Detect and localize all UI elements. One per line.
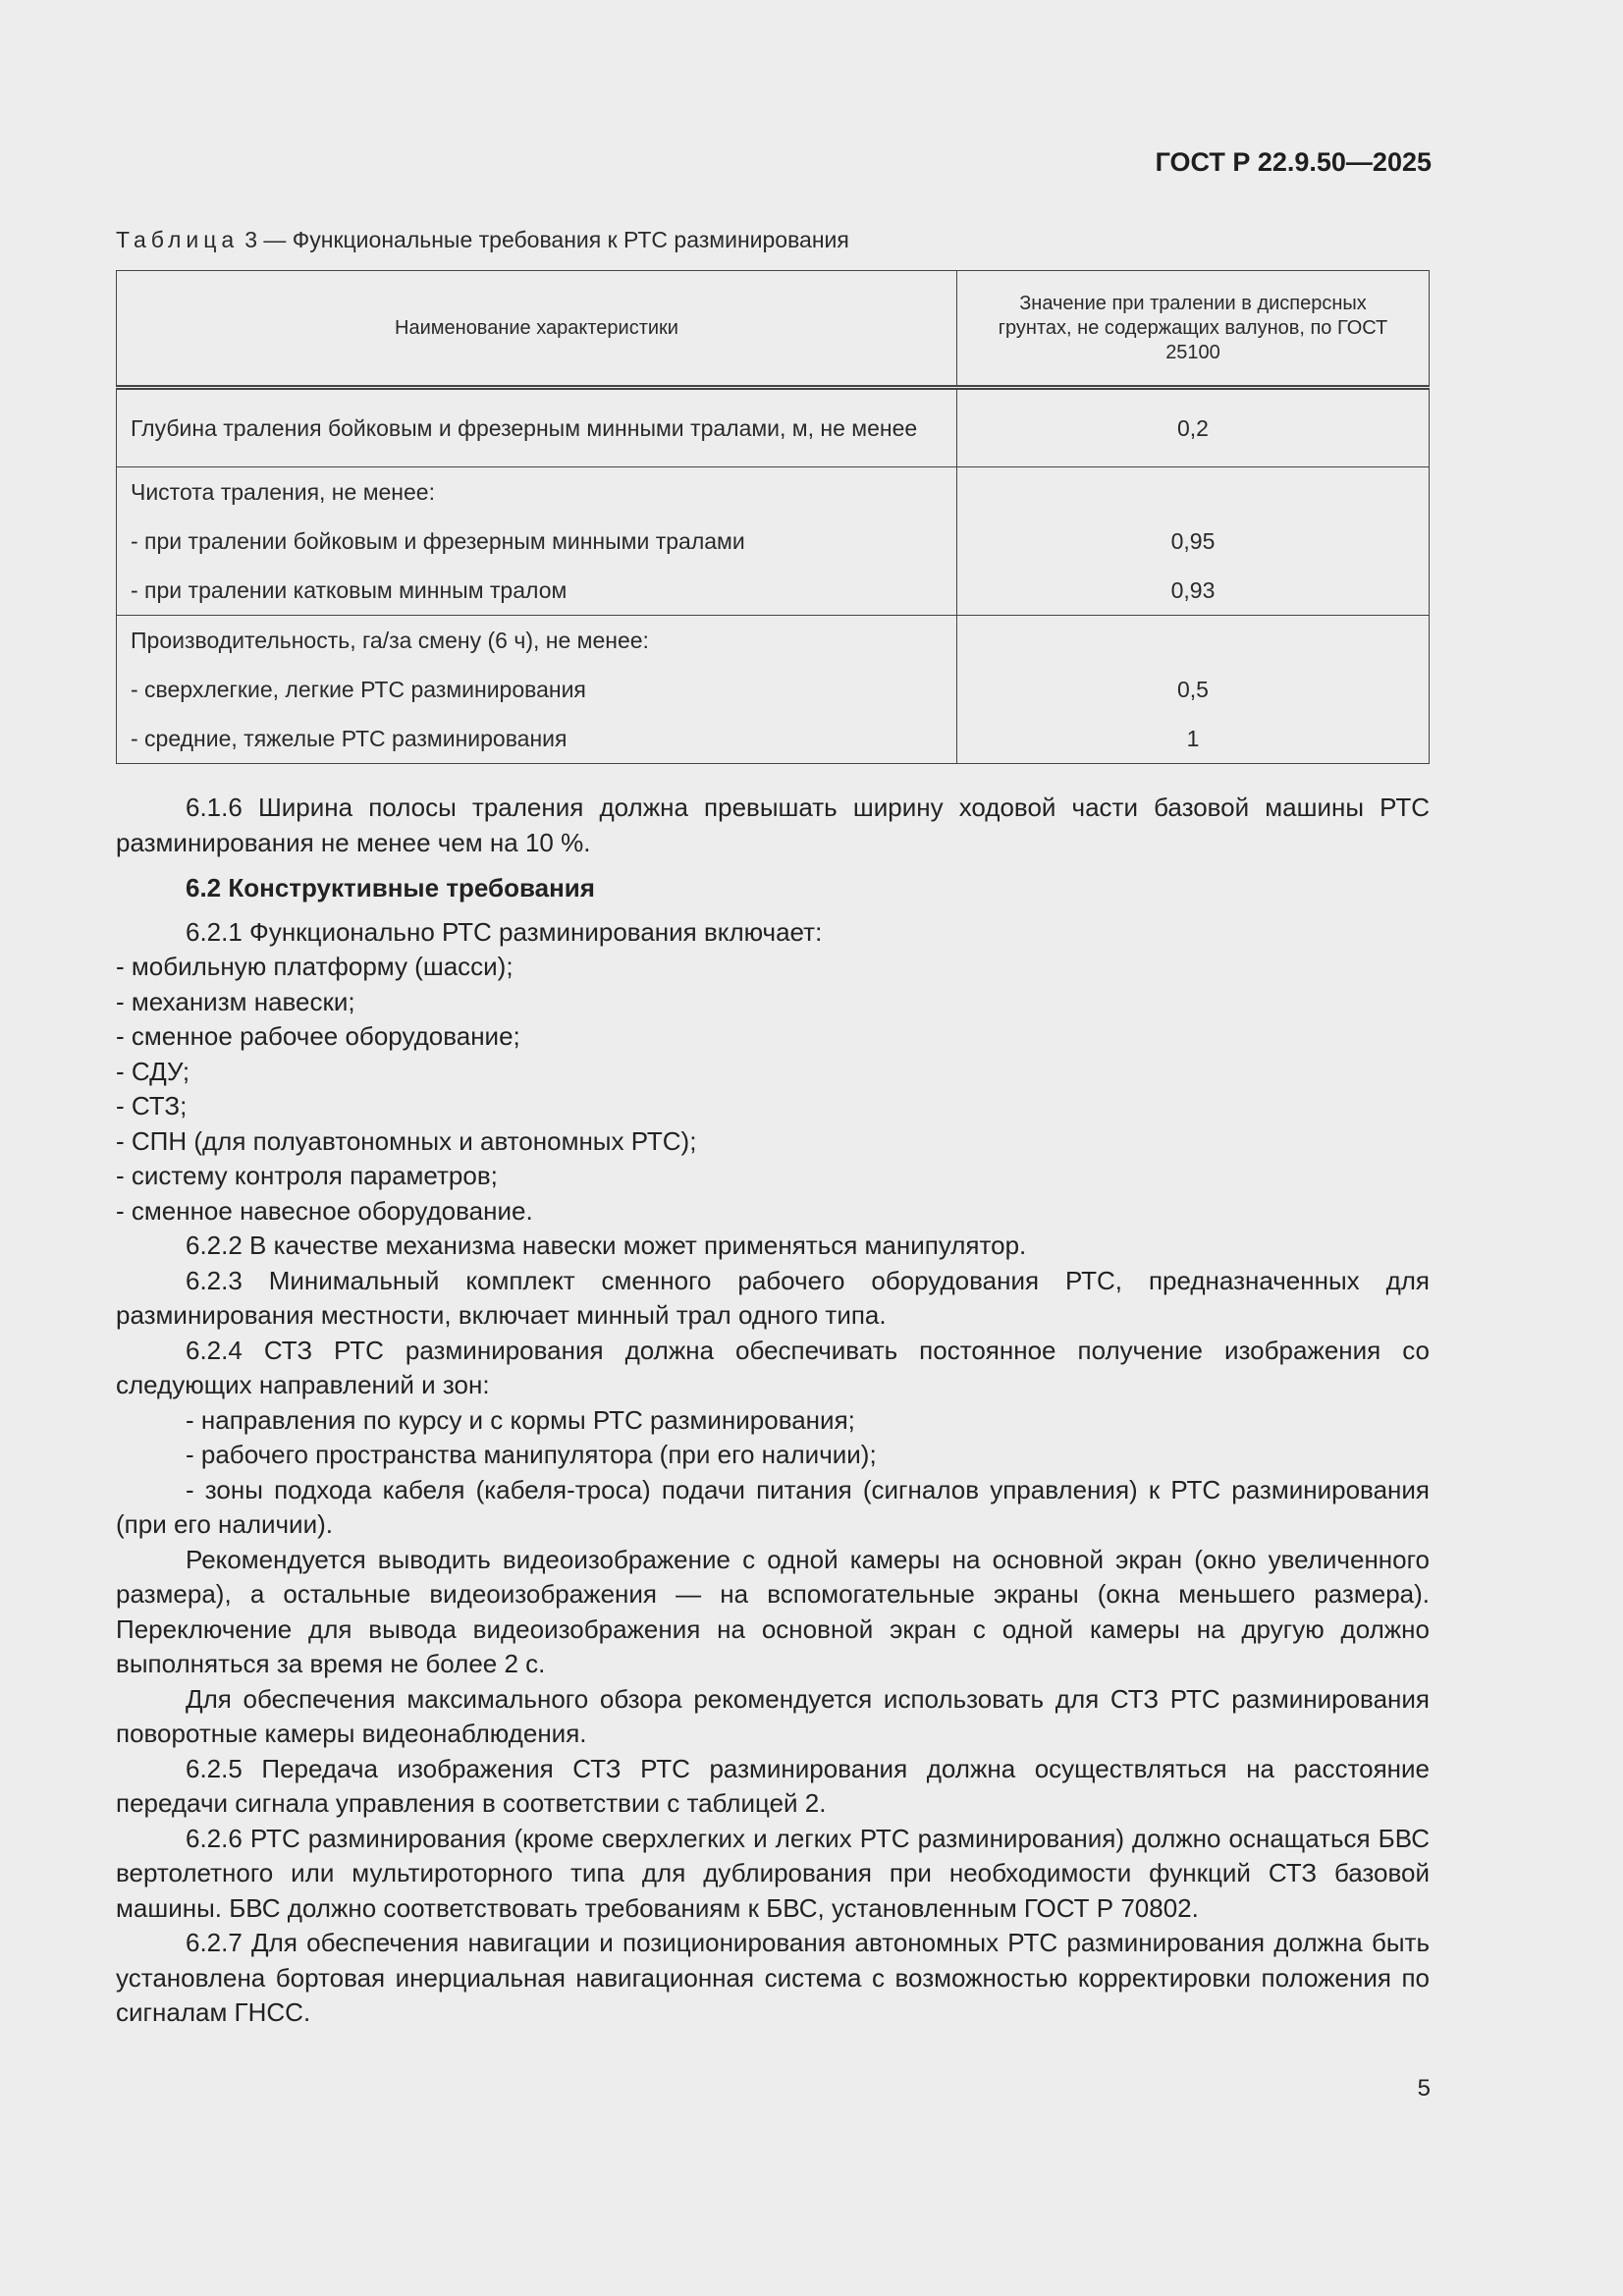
list-item: - механизм навески;	[116, 986, 355, 1016]
list-item: - сменное навесное оборудование.	[116, 1195, 533, 1226]
row-subitem: - средние, тяжелые РТС разминирования	[131, 726, 568, 751]
header-characteristic: Наименование характеристики	[117, 271, 957, 388]
paragraph-6-2-1: 6.2.1 Функционально РТС разминирования включает:	[186, 916, 823, 947]
table-caption-text: 3 — Функциональные требования к РТС разминирования	[244, 227, 849, 252]
document-code: ГОСТ Р 22.9.50—2025	[1155, 147, 1432, 177]
requirements-table	[116, 270, 1430, 764]
header-value: Значение при тралении в дисперсных грунтах, не содержащих валунов, по ГОСТ 25100	[957, 271, 1430, 388]
section-heading-6-2: 6.2 Конструктивные требования	[186, 873, 595, 902]
row-heading: Чистота траления, не менее:	[131, 479, 435, 505]
list-item: - СПН (для полуавтономных и автономных РТС);	[116, 1125, 697, 1156]
body-text	[116, 791, 1430, 2031]
page-number: 5	[1417, 2075, 1431, 2102]
row-value: 0,2	[957, 388, 1430, 467]
list-item: - СДУ;	[116, 1056, 190, 1086]
paragraph-6-1-6: 6.1.6 Ширина полосы траления должна превышать ширину ходовой части базовой машины РТС разминирования не менее чем на 10 %.	[116, 793, 1430, 857]
row-value: 0,93	[1170, 577, 1216, 603]
row-value: 0,5	[1177, 677, 1209, 702]
paragraph-recommendation-1: Рекомендуется выводить видеоизображение с одной камеры на основной экран (окно увеличенного размера), а остальные видеоизображения — на вспомогательные экраны (окна меньшего размера). Переключение для вывода видеоизображения на основной экран с одной камеры на другую должно выполняться за время не более 2 с.	[116, 1544, 1430, 1678]
row-value: 1	[1186, 726, 1200, 751]
paragraph-6-2-3: 6.2.3 Минимальный комплект сменного рабочего оборудования РТС, предназначенных для разминирования местности, включает минный трал одного типа.	[116, 1265, 1430, 1330]
table-caption-word: Таблица	[116, 227, 240, 252]
paragraph-6-2-7: 6.2.7 Для обеспечения навигации и позиционирования автономных РТС разминирования должна быть установлена бортовая инерциальная навигационная система с возможностью корректировки положения по сигналам ГНСС.	[116, 1928, 1430, 2027]
table-row	[117, 467, 1430, 616]
list-item: - СТЗ;	[116, 1091, 188, 1121]
paragraph-6-2-4: 6.2.4 СТЗ РТС разминирования должна обеспечивать постоянное получение изображения со следующих направлений и зон:	[116, 1335, 1430, 1399]
list-item: - зоны подхода кабеля (кабеля-троса) подачи питания (сигналов управления) к РТС разминирования (при его наличии).	[116, 1474, 1430, 1539]
paragraph-6-2-6: 6.2.6 РТС разминирования (кроме сверхлегких и легких РТС разминирования) должно оснащаться БВС вертолетного или мультироторного типа для дублирования при необходимости функций СТЗ базовой машины. БВС должно соответствовать требованиям к БВС, установленным ГОСТ Р 70802.	[116, 1823, 1430, 1923]
paragraph-6-2-2: 6.2.2 В качестве механизма навески может применяться манипулятор.	[186, 1230, 1027, 1260]
table-row	[117, 388, 1430, 467]
table-row	[117, 616, 1430, 764]
list-item: - рабочего пространства манипулятора (при его наличии);	[186, 1440, 877, 1469]
row-value: 0,95	[1170, 528, 1216, 554]
paragraph-recommendation-2: Для обеспечения максимального обзора рекомендуется использовать для СТЗ РТС разминирования поворотные камеры видеонаблюдения.	[116, 1683, 1430, 1748]
list-item: - систему контроля параметров;	[116, 1161, 498, 1190]
row-name: Глубина траления бойковым и фрезерным минными тралами, м, не менее	[117, 388, 957, 467]
row-name-group	[117, 616, 957, 764]
list-item: - сменное рабочее оборудование;	[116, 1021, 520, 1051]
row-name-group	[117, 467, 957, 616]
row-heading: Производительность, га/за смену (6 ч), не менее:	[131, 628, 649, 653]
table-caption	[116, 227, 849, 253]
row-subitem: - при тралении бойковым и фрезерным минными тралами	[131, 528, 745, 554]
row-subitem: - при тралении катковым минным тралом	[131, 577, 568, 603]
row-value-group	[957, 616, 1430, 764]
row-value-group	[957, 467, 1430, 616]
list-item: - направления по курсу и с кормы РТС разминирования;	[186, 1404, 855, 1435]
paragraph-6-2-5: 6.2.5 Передача изображения СТЗ РТС разминирования должна осуществляться на расстояние передачи сигнала управления в соответствии с таблицей 2.	[116, 1753, 1430, 1818]
list-item: - мобильную платформу (шасси);	[116, 952, 514, 981]
table-header-row	[117, 271, 1430, 388]
row-subitem: - сверхлегкие, легкие РТС разминирования	[131, 677, 586, 702]
